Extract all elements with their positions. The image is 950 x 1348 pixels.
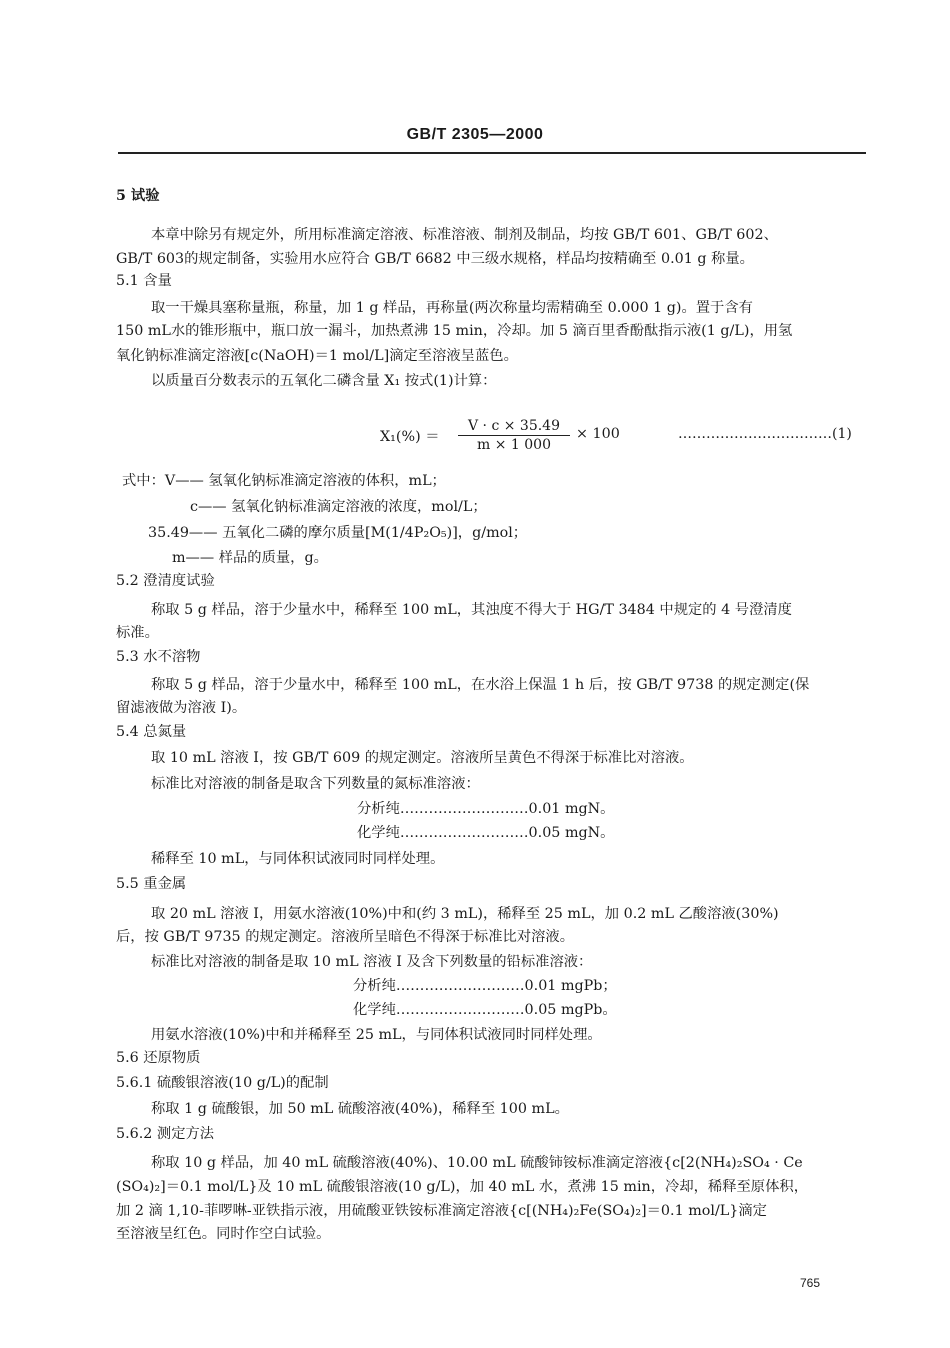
formula-lhs: X₁(%) ＝ xyxy=(380,429,440,445)
reference-amount: 化学纯………………………0.05 mgN。 xyxy=(357,825,615,841)
paragraph-line: 称取 5 g 样品，溶于少量水中，稀释至 100 mL，其浊度不得大于 HG/T 3484 中规定的 4 号澄清度 xyxy=(151,602,792,618)
subsection-title: 5.4 总氮量 xyxy=(116,724,187,740)
subsection-title: 5.2 澄清度试验 xyxy=(116,573,215,589)
variable-definition: c—— 氢氧化钠标准滴定溶液的浓度，mol/L； xyxy=(190,499,487,515)
subsection-title: 5.6.2 测定方法 xyxy=(116,1126,215,1142)
formula-numerator: V · c × 35.49 xyxy=(458,418,570,436)
paragraph-line: 以质量百分数表示的五氧化二磷含量 X₁ 按式(1)计算： xyxy=(151,373,497,389)
paragraph-line: 至溶液呈红色。同时作空白试验。 xyxy=(116,1226,331,1242)
paragraph-line: 取一干燥具塞称量瓶，称量，加 1 g 样品，再称量(两次称量均需精确至 0.000 1 g)。置于含有 xyxy=(151,300,753,316)
subsection-title: 5.6 还原物质 xyxy=(116,1050,201,1066)
standard-header: GB/T 2305—2000 xyxy=(406,126,544,143)
reference-amount: 分析纯………………………0.01 mgN。 xyxy=(357,801,615,817)
formula-tail: × 100 xyxy=(576,426,620,442)
paragraph-line: 标准比对溶液的制备是取含下列数量的氮标准溶液： xyxy=(151,776,480,792)
equation-number: ……………………………(1) xyxy=(678,426,852,442)
paragraph-line: 氧化钠标准滴定溶液[c(NaOH)＝1 mol/L]滴定至溶液呈蓝色。 xyxy=(116,348,518,364)
page-number: 765 xyxy=(800,1276,821,1290)
subsection-title: 5.6.1 硫酸银溶液(10 g/L)的配制 xyxy=(116,1075,329,1091)
reference-amount: 化学纯………………………0.05 mgPb。 xyxy=(353,1002,617,1018)
paragraph-line: 留滤液做为溶液 I)。 xyxy=(116,700,247,716)
section-title: 5 试验 xyxy=(116,188,160,204)
subsection-title: 5.5 重金属 xyxy=(116,876,187,892)
variable-definition: m—— 样品的质量，g。 xyxy=(172,550,328,566)
paragraph-line: 标准。 xyxy=(116,625,159,641)
paragraph-line: 稀释至 10 mL，与同体积试液同时同样处理。 xyxy=(151,851,445,867)
variable-definition: 35.49—— 五氧化二磷的摩尔质量[M(1/4P₂O₅)]，g/mol； xyxy=(148,525,528,541)
subsection-title: 5.1 含量 xyxy=(116,273,172,289)
paragraph-line: 标准比对溶液的制备是取 10 mL 溶液 I 及含下列数量的铅标准溶液： xyxy=(151,954,593,970)
paragraph-line: 称取 10 g 样品，加 40 mL 硫酸溶液(40%)、10.00 mL 硫酸铈铵标准滴定溶液{c[2(NH₄)₂SO₄ · Ce xyxy=(151,1155,803,1171)
variable-definition: 式中：V—— 氢氧化钠标准滴定溶液的体积，mL； xyxy=(122,473,446,489)
formula-denominator: m × 1 000 xyxy=(477,437,551,453)
paragraph-line: 用氨水溶液(10%)中和并稀释至 25 mL，与同体积试液同时同样处理。 xyxy=(151,1027,602,1043)
paragraph-line: 取 20 mL 溶液 I，用氨水溶液(10%)中和(约 3 mL)，稀释至 25 mL，加 0.2 mL 乙酸溶液(30%) xyxy=(151,906,779,922)
paragraph-line: (SO₄)₂]＝0.1 mol/L}及 10 mL 硫酸银溶液(10 g/L)，加 40 mL 水，煮沸 15 min，冷却，稀释至原体积， xyxy=(116,1179,808,1195)
subsection-title: 5.3 水不溶物 xyxy=(116,649,201,665)
paragraph-line: 加 2 滴 1,10-菲啰啉-亚铁指示液，用硫酸亚铁铵标准滴定溶液{c[(NH₄)₂Fe(SO₄)₂]＝0.1 mol/L}滴定 xyxy=(116,1203,767,1219)
paragraph-line: GB/T 603的规定制备，实验用水应符合 GB/T 6682 中三级水规格，样品均按精确至 0.01 g 称量。 xyxy=(116,251,754,267)
header-rule xyxy=(118,152,866,154)
formula-fraction xyxy=(458,418,570,453)
paragraph-line: 取 10 mL 溶液 I，按 GB/T 609 的规定测定。溶液所呈黄色不得深于标准比对溶液。 xyxy=(151,750,694,766)
paragraph-line: 称取 5 g 样品，溶于少量水中，稀释至 100 mL，在水浴上保温 1 h 后，按 GB/T 9738 的规定测定(保 xyxy=(151,677,810,693)
paragraph-line: 称取 1 g 硫酸银，加 50 mL 硫酸溶液(40%)，稀释至 100 mL。 xyxy=(151,1101,569,1117)
paragraph-line: 后，按 GB/T 9735 的规定测定。溶液所呈暗色不得深于标准比对溶液。 xyxy=(116,929,575,945)
paragraph-line: 150 mL水的锥形瓶中，瓶口放一漏斗，加热煮沸 15 min，冷却。加 5 滴百里香酚酞指示液(1 g/L)，用氢 xyxy=(116,323,793,339)
paragraph-line: 本章中除另有规定外，所用标准滴定溶液、标准溶液、制剂及制品，均按 GB/T 601、GB/T 602、 xyxy=(151,227,778,243)
reference-amount: 分析纯………………………0.01 mgPb； xyxy=(353,978,617,994)
